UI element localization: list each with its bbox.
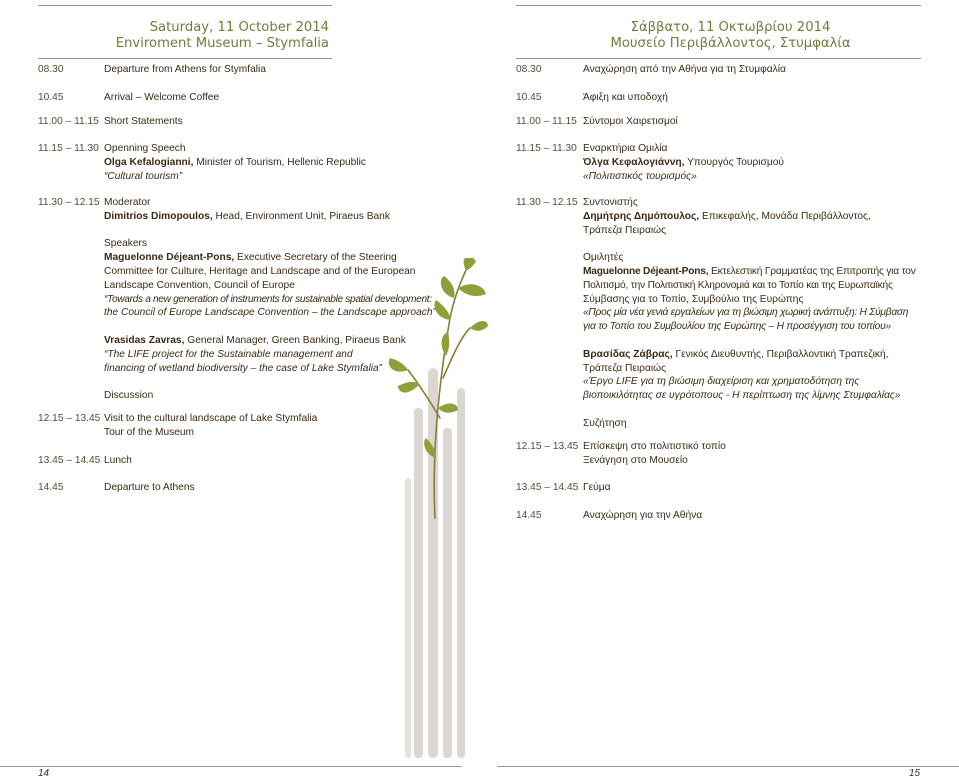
entry-line bbox=[583, 265, 916, 279]
leaf bbox=[435, 300, 450, 320]
entry-line: Ομιλητές bbox=[583, 252, 624, 264]
right-time-1115: 11.15 – 11.30 bbox=[516, 143, 577, 154]
top-rule-left bbox=[38, 5, 332, 6]
footer-rule-right bbox=[497, 766, 959, 767]
right-time-1345: 13.45 – 14.45 bbox=[516, 482, 579, 493]
entry-line: Moderator bbox=[104, 197, 151, 208]
left-time-0830: 08.30 bbox=[38, 64, 64, 75]
speaker-role: Minister of Tourism, Hellenic Republic bbox=[193, 156, 366, 168]
speaker-name: Dimitrios Dimopoulos, bbox=[104, 210, 213, 222]
entry-line bbox=[583, 348, 916, 362]
entry-line: Ξενάγηση στο Μουσείο bbox=[583, 454, 688, 466]
entry-line: Γεύμα bbox=[583, 482, 611, 493]
entry-line: Openning Speech bbox=[104, 143, 186, 154]
left-time-1130: 11.30 – 12.15 bbox=[38, 197, 100, 208]
entry-line: Τράπεζα Πειραιώς bbox=[583, 224, 666, 236]
speaker-role: Head, Environment Unit, Piraeus Bank bbox=[212, 210, 390, 222]
right-time-0830: 08.30 bbox=[516, 64, 542, 75]
left-time-1215: 12.15 – 13.45 bbox=[38, 413, 101, 424]
right-heading-venue: Μουσείο Περιβάλλοντος, Στυμφαλία bbox=[610, 36, 851, 51]
leaf bbox=[389, 358, 408, 372]
entry-line: Πολιτισμό, την Πολιτιστική Κληρονομιά και το Τοπίο και της Ευρωπαϊκής bbox=[583, 279, 893, 291]
talk-title: «Πολιτιστικός τουρισμός» bbox=[583, 170, 697, 182]
right-time-1100: 11.00 – 11.15 bbox=[516, 116, 577, 127]
stem bbox=[457, 388, 465, 758]
right-entry-lunch bbox=[583, 481, 610, 495]
entry-line: Departure to Athens bbox=[104, 482, 195, 493]
right-time-1215: 12.15 – 13.45 bbox=[516, 441, 579, 452]
right-entry-opening bbox=[583, 142, 784, 183]
speaker-name: Maguelonne Déjeant-Pons, bbox=[104, 252, 235, 264]
entry-line: Visit to the cultural landscape of Lake Stymfalia bbox=[104, 413, 318, 424]
left-time-1100: 11.00 – 11.15 bbox=[38, 116, 99, 127]
left-heading-date: Saturday, 11 October 2014 bbox=[149, 20, 329, 35]
speaker-name: Vrasidas Zavras, bbox=[104, 334, 185, 346]
plant-stems-illustration bbox=[380, 258, 490, 758]
talk-title: για το Τοπίο του Συμβουλίου της Ευρώπης – Η προσέγγιση του τοπίου» bbox=[583, 321, 892, 333]
entry-line: Συζήτηση bbox=[583, 417, 627, 429]
left-time-1445: 14.45 bbox=[38, 482, 64, 493]
left-entry-lunch bbox=[104, 454, 132, 468]
speaker-name: Δημήτρης Δημόπουλος, bbox=[583, 210, 700, 222]
stem bbox=[443, 428, 452, 758]
entry-line: Τράπεζα Πειραιώς bbox=[583, 362, 666, 374]
leaf bbox=[398, 382, 420, 393]
left-entry-statements bbox=[104, 115, 183, 129]
leaf bbox=[470, 321, 488, 331]
speaker-name: Maguelonne Déjeant-Pons, bbox=[583, 265, 709, 277]
right-entry-session bbox=[583, 196, 916, 431]
entry-line: Σύμβασης για το Τοπίο, Συμβούλιο της Ευρώπης bbox=[583, 293, 804, 305]
page-number-right: 15 bbox=[909, 768, 921, 779]
speaker-name: Olga Kefalogianni, bbox=[104, 156, 194, 168]
leaf bbox=[458, 284, 486, 296]
entry-line: Εναρκτήρια Ομιλία bbox=[583, 143, 668, 154]
left-entry-arrival bbox=[104, 91, 219, 105]
talk-title: “The LIFE project for the Sustainable management and bbox=[104, 348, 353, 360]
right-entry-visit bbox=[583, 440, 726, 468]
speaker-role: Γενικός Διευθυντής, Περιβαλλοντική Τραπεζική, bbox=[672, 348, 889, 360]
spacer bbox=[583, 334, 916, 348]
talk-title: βιοποικιλότητας σε υγρότοπους - Η περίπτωση της λίμνης Στυμφαλίας» bbox=[583, 390, 901, 402]
speaker-role: Υπουργός Τουρισμού bbox=[684, 156, 784, 168]
left-entry-departure bbox=[104, 63, 266, 77]
right-time-1045: 10.45 bbox=[516, 92, 542, 103]
entry-line: Lunch bbox=[104, 455, 132, 466]
right-entry-arrival bbox=[583, 91, 668, 105]
leaf bbox=[441, 276, 455, 298]
right-entry-departure bbox=[583, 63, 786, 77]
right-entry-return bbox=[583, 509, 702, 523]
right-time-1130: 11.30 – 12.15 bbox=[516, 197, 578, 208]
entry-line: Επίσκεψη στο πολιτιστικό τοπίο bbox=[583, 441, 726, 452]
talk-title: the Council of Europe Landscape Convention – the Landscape approach” bbox=[104, 307, 436, 319]
entry-line: Συντονιστής bbox=[583, 197, 638, 208]
talk-title: «Προς μία νέα γενιά εργαλείων για τη βιώσιμη χωρική ανάπτυξη: Η Σύμβαση bbox=[583, 307, 909, 319]
left-time-1345: 13.45 – 14.45 bbox=[38, 455, 101, 466]
speaker-role: Επικεφαλής, Μονάδα Περιβάλλοντος, bbox=[699, 210, 871, 222]
entry-line: Landscape Convention, Council of Europe bbox=[104, 279, 295, 291]
top-rule-right bbox=[516, 5, 921, 6]
right-time-1445: 14.45 bbox=[516, 510, 542, 521]
entry-line: Αναχώρηση από την Αθήνα για τη Στυμφαλία bbox=[583, 64, 786, 75]
speaker-name: Βρασίδας Ζάβρας, bbox=[583, 348, 673, 360]
entry-line: Αναχώρηση για την Αθήνα bbox=[583, 510, 703, 521]
entry-line: Άφιξη και υποδοχή bbox=[583, 92, 668, 103]
leaf bbox=[442, 332, 450, 356]
spacer bbox=[583, 237, 916, 251]
heading-rule-right bbox=[516, 58, 921, 59]
talk-title: financing of wetland biodiversity – the case of Lake Stymfalia” bbox=[104, 362, 383, 374]
speaker-role: Executive Secretary of the Steering bbox=[234, 252, 397, 264]
entry-line: Arrival – Welcome Coffee bbox=[104, 92, 220, 103]
entry-line bbox=[104, 156, 366, 170]
entry-line: Σύντομοι Χαιρετισμοί bbox=[583, 116, 678, 127]
left-time-1045: 10.45 bbox=[38, 92, 64, 103]
talk-title: “Towards a new generation of instruments for sustainable spatial development: bbox=[104, 293, 432, 305]
right-heading bbox=[516, 20, 945, 52]
entry-line: Speakers bbox=[104, 238, 148, 250]
speaker-role: Εκτελεστική Γραμματέας της Επιτροπής για τον bbox=[708, 265, 916, 277]
entry-line: Committee for Culture, Heritage and Landscape and of the European bbox=[104, 265, 416, 277]
talk-title: «Έργο LIFE για τη βιώσιμη διαχείριση και χρηματοδότηση της bbox=[583, 376, 860, 388]
entry-line bbox=[583, 210, 916, 224]
leaf bbox=[438, 404, 458, 413]
entry-line bbox=[104, 210, 436, 224]
entry-line: Departure from Athens for Stymfalia bbox=[104, 64, 266, 75]
speaker-name: Όλγα Κεφαλογιάννη, bbox=[583, 156, 685, 168]
left-entry-opening bbox=[104, 142, 366, 183]
entry-line: Short Statements bbox=[104, 116, 183, 127]
stem bbox=[414, 408, 423, 758]
spacer bbox=[104, 224, 436, 238]
speaker-role: General Manager, Green Banking, Piraeus Bank bbox=[184, 334, 406, 346]
right-entry-statements bbox=[583, 115, 678, 129]
talk-title: “Cultural tourism” bbox=[104, 170, 183, 182]
page-number-left: 14 bbox=[38, 768, 50, 779]
left-heading bbox=[38, 20, 329, 52]
entry-line: Discussion bbox=[104, 390, 154, 402]
left-heading-venue: Enviroment Museum – Stymfalia bbox=[115, 36, 329, 51]
entry-line bbox=[583, 156, 784, 170]
footer-rule-left bbox=[0, 766, 462, 767]
leaf bbox=[464, 258, 476, 270]
left-entry-visit bbox=[104, 412, 317, 440]
stem bbox=[405, 478, 411, 758]
spacer bbox=[583, 403, 916, 417]
entry-line: Tour of the Museum bbox=[104, 426, 195, 438]
heading-rule-left bbox=[38, 58, 332, 59]
right-heading-date: Σάββατο, 11 Οκτωβρίου 2014 bbox=[630, 20, 831, 35]
left-time-1115: 11.15 – 11.30 bbox=[38, 143, 99, 154]
left-entry-return bbox=[104, 481, 195, 495]
